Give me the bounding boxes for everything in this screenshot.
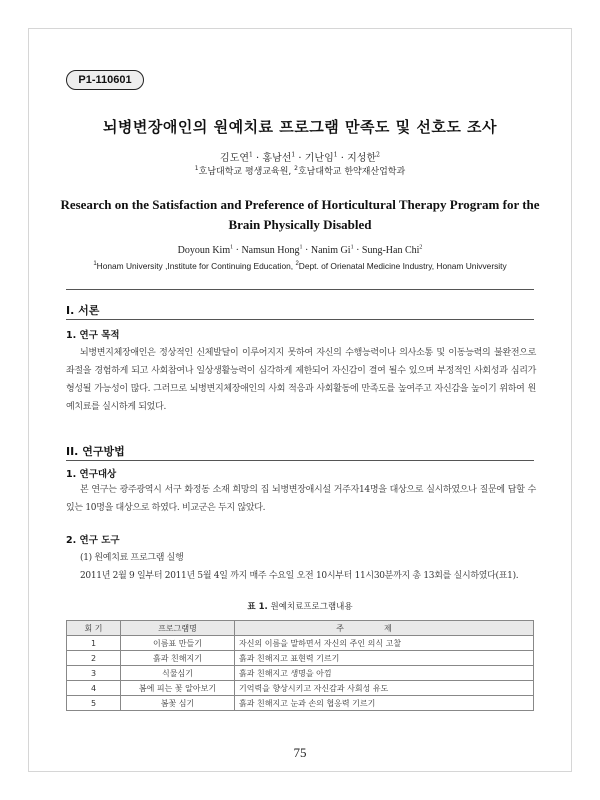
divider [66,319,534,320]
author-name: 지성한 [347,153,377,164]
authors-korean: 김도연$^1$ · 홍남선$^1$ · 기난임$^1$ · 지성한$^2$ [220,151,380,164]
table-row: 3 식물심기 흙과 친해지고 생명을 아낌 [67,666,534,681]
title-english: Research on the Satisfaction and Preference of Horticultural Therapy Program for the Brain Physically Disabled [60,197,540,232]
author-name: Doyoun Kim [177,245,231,256]
header-program: 프로그램명 [121,621,235,636]
methods-subjects-paragraph: 본 연구는 광주광역시 서구 화정동 소재 희망의 집 뇌병변장애시설 거주자14명을 대상으로 실시하였으나 질문에 답할 수 있는 10명을 대상으로 하였다. 비교군은 두지 않았다. [66,485,536,513]
table-row: 1 이름표 만들기 자신의 이름을 말하면서 자신의 주인 의식 고찰 [67,636,534,651]
intro-paragraph: 뇌병변지체장애인은 정상적인 신체발달이 이루어지지 못하여 자신의 수행능력이나 의사소통 및 이동능력의 불완전으로 좌절을 경험하게 되고 사회참여나 일상생활능력이 심각하게 제한되어 자신감이 결여 될수 있으며 부정적인 사회성과 심리가 형성될 가능성이 많다. 그러므로 뇌병변지체장애인의 사회 적응과 사회활동에 만족도를 높여주고 자신감을 높이기 위하여 원예치료를 실시하게 되었다. [66,348,536,412]
table-row: 2 흙과 친해지기 흙과 친해지고 표현력 기르기 [67,651,534,666]
page-number: 75 [293,745,307,760]
author-name: 김도연 [220,153,250,164]
subsection-heading-purpose: 1. 연구 목적 [66,330,120,341]
table-row: 4 봄에 피는 꽃 알아보기 기억력을 향상시키고 자신감과 사회성 유도 [67,681,534,696]
tools-schedule-text: 2011년 2월 9 일부터 2011년 5월 4일 까지 매주 수요일 오전 10시부터 11시30분까지 총 13회를 실시하였다(표1). [80,571,519,581]
authors-english: Doyoun Kim$^1$ · Namsun Hong$^1$ · Nanim $Gi^1$ · Sung-Han Chi$^2$ [177,244,423,256]
author-name: 기난임 [304,153,334,164]
tools-item-label: (1) 원예치료 프로그램 실행 [80,553,184,563]
subsection-heading-subjects: 1. 연구대상 [66,469,117,480]
table-header-row [67,621,534,636]
section-heading-intro: I. 서론 [66,304,100,317]
affiliations-korean: $^1$호남대학교 평생교육원, $^2$호남대학교 한약재산업학과 [194,165,406,177]
author-name: 홍남선 [262,153,292,164]
program-table [66,620,534,711]
paper-id-badge: P1-110601 [66,70,144,90]
author-name: Namsun Hong [241,245,300,256]
divider [66,289,534,290]
affiliations-english: $^1$Honam University ,Institute for Continuing Education, $^2$Dept. of Orienatal Medicine Industry, Honam Univversity [93,261,507,271]
author-name: Nanim Gi [310,245,351,256]
table-row: 5 봄꽃 심기 흙과 친해지고 눈과 손의 협응력 기르기 [67,696,534,711]
table-caption: 표 1. 원예치료프로그램내용 [247,602,353,612]
divider [66,460,534,461]
header-theme: 주제 [235,621,534,636]
header-session: 회 기 [67,621,121,636]
section-heading-methods: II. 연구방법 [66,445,125,458]
author-name: Sung-Han Chi [361,245,420,256]
title-korean: 뇌병변장애인의 원예치료 프로그램 만족도 및 선호도 조사 [102,118,498,136]
subsection-heading-tools: 2. 연구 도구 [66,535,120,546]
